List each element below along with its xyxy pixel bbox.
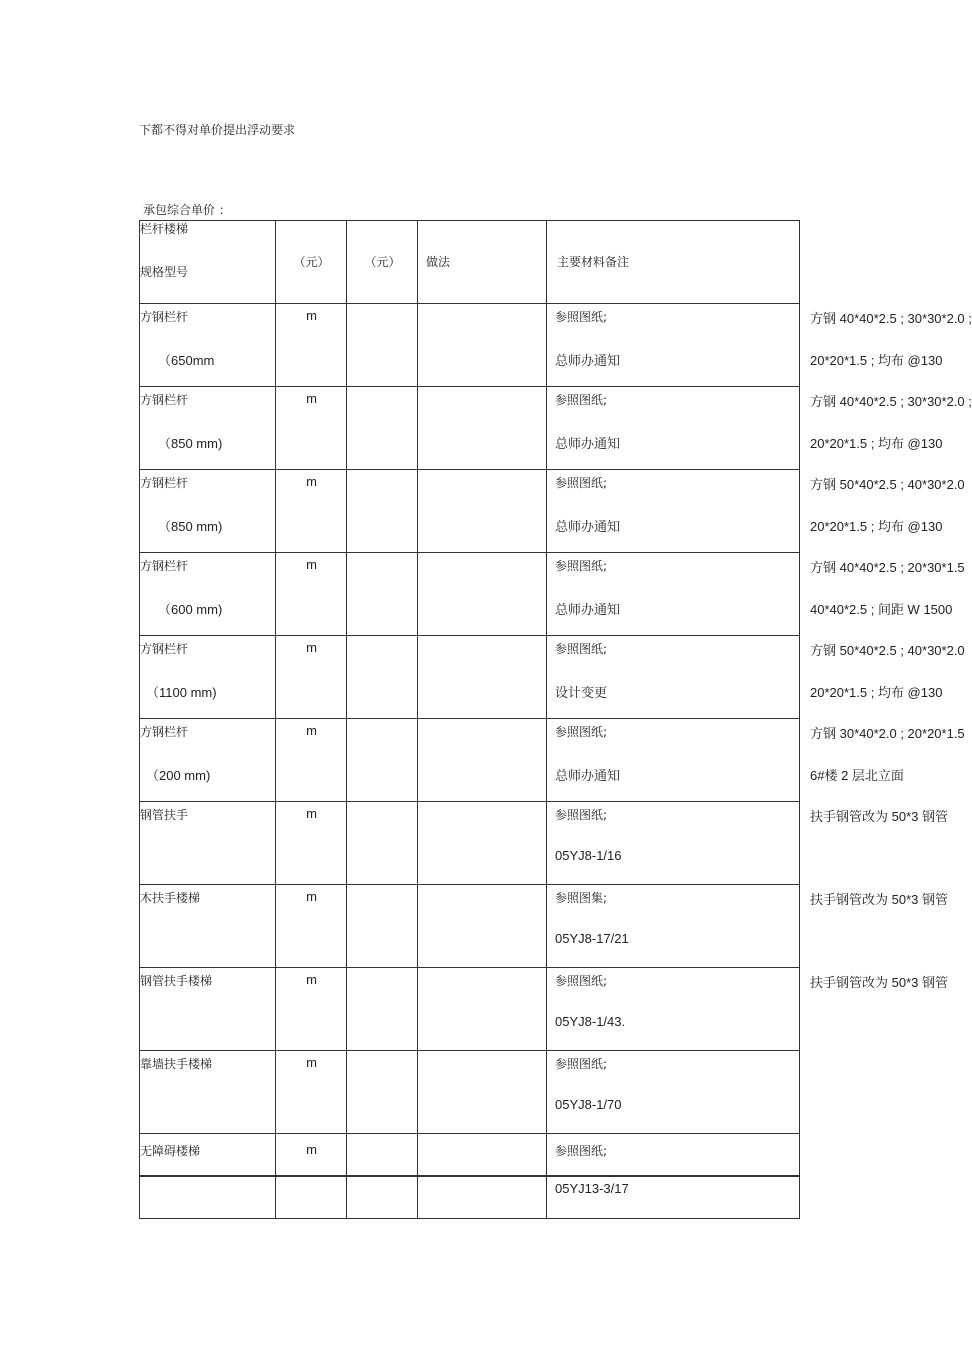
item-name: 方钢栏杆 [140,559,189,573]
item-name-cell [140,1051,276,1134]
method-cell [547,885,800,968]
method-line2: 设计变更 [555,685,608,700]
table-header-row [140,221,800,304]
unit-cell [276,553,347,636]
notes-line2: 20*20*1.5 ; 均布 @130 [810,519,943,534]
table-row [140,1134,800,1177]
unit-cell [276,1176,347,1219]
notes-line2: 20*20*1.5 ; 均布 @130 [810,685,943,700]
price2-cell [418,470,547,553]
table-row [140,304,800,387]
item-name-wrap [140,1134,275,1175]
item-spec: （600 mm) [158,602,223,617]
item-name-wrap [140,470,275,552]
notes-line2: 40*40*2.5 ; 间距 W 1500 [810,602,953,617]
method-cell [547,553,800,636]
unit-cell [276,968,347,1051]
method-cell [547,1051,800,1134]
table-caption: 承包综合单价 ： [143,203,231,217]
item-name-cell [140,802,276,885]
item-name-wrap [140,387,275,469]
price2-cell [418,387,547,470]
price2-cell [418,802,547,885]
item-name-wrap [140,968,275,1050]
unit-wrap [276,1051,346,1133]
unit-cell [276,304,347,387]
method-wrap [547,387,799,469]
notes-line1: 方钢 50*40*2.5 ; 40*30*2.0 [810,643,965,658]
method-wrap [547,719,799,801]
method-cell [547,719,800,802]
price1-cell [347,885,418,968]
unit-wrap [276,304,346,386]
table-row [140,968,800,1051]
method-wrap [547,1134,799,1175]
item-name-wrap [140,304,275,386]
item-name: 钢管扶手楼梯 [140,974,213,988]
header-notes: 主要材料备注 [557,255,630,269]
header-name-cell [140,221,276,304]
price1-cell [347,1051,418,1134]
price1-cell [347,387,418,470]
method-wrap [547,636,799,718]
unit-cell [276,387,347,470]
item-name-cell [140,304,276,387]
price2-cell [418,1176,547,1219]
method-line2: 05YJ8-1/43. [555,1014,626,1029]
unit: m [306,640,317,655]
method-cell [547,636,800,719]
item-name: 方钢栏杆 [140,310,189,324]
price1-cell [347,470,418,553]
method-line1: 05YJ13-3/17 [555,1181,629,1196]
method-line2: 总师办通知 [555,602,621,617]
method-line2: 总师办通知 [555,436,621,451]
unit-cell [276,802,347,885]
item-name: 方钢栏杆 [140,725,189,739]
table-row [140,553,800,636]
notes-line1: 方钢 50*40*2.5 ; 40*30*2.0 [810,477,965,492]
method-wrap [547,304,799,386]
unit-wrap [276,719,346,801]
unit: m [306,1055,317,1070]
item-spec: （200 mm) [146,768,211,783]
item-spec: （850 mm) [158,519,223,534]
header-price1-cell [276,221,347,304]
top-note: 下都不得对单价提出浮动要求 [139,123,296,137]
unit-wrap [276,885,346,967]
table-row [140,802,800,885]
price1-cell [347,1134,418,1177]
item-name-cell [140,387,276,470]
price2-cell [418,636,547,719]
unit: m [306,723,317,738]
unit-cell [276,719,347,802]
method-wrap [547,802,799,884]
header-name-line1: 栏杆楼梯 [140,222,189,236]
table-row [140,1176,800,1219]
method-line2: 05YJ8-1/16 [555,848,622,863]
method-wrap [547,553,799,635]
unit-cell [276,470,347,553]
item-name-cell [140,885,276,968]
unit-wrap [276,1134,346,1175]
unit-cell [276,636,347,719]
method-wrap [547,1051,799,1133]
notes-line1: 方钢 40*40*2.5 ; 30*30*2.0 ; [810,394,972,409]
method-line1: 参照图集; [555,891,608,905]
unit: m [306,889,317,904]
table-row [140,885,800,968]
header-name-line2: 规格型号 [140,265,189,279]
method-line2: 总师办通知 [555,768,621,783]
notes-line1: 方钢 40*40*2.5 ; 20*30*1.5 [810,560,965,575]
unit-cell [276,1134,347,1177]
unit: m [306,308,317,323]
item-name-cell [140,968,276,1051]
price2-cell [418,1051,547,1134]
method-cell [547,1176,800,1219]
item-name-cell [140,1176,276,1219]
item-name-cell [140,719,276,802]
item-spec: （850 mm) [158,436,223,451]
method-wrap [547,968,799,1050]
price1-cell [347,968,418,1051]
method-line1: 参照图纸; [555,1144,608,1158]
item-name-cell [140,636,276,719]
price1-cell [347,719,418,802]
method-cell [547,968,800,1051]
unit-price-table [139,220,972,1219]
price2-cell [418,553,547,636]
method-line1: 参照图纸; [555,808,608,822]
table-row [140,470,800,553]
method-wrap [547,1177,799,1218]
method-cell [547,304,800,387]
table-row [140,636,800,719]
price1-cell [347,1176,418,1219]
method-line1: 参照图纸; [555,310,608,324]
notes-line2: 20*20*1.5 ; 均布 @130 [810,436,943,451]
header-method: 做法 [426,255,451,269]
notes-line1: 方钢 30*40*2.0 ; 20*20*1.5 [810,726,965,741]
item-name: 木扶手楼梯 [140,891,201,905]
notes-line1: 扶手钢管改为 50*3 钢管 [810,809,948,824]
item-name-wrap [140,636,275,718]
item-name: 靠墙扶手楼梯 [140,1057,213,1071]
header-price2: （元） [364,255,401,269]
price2-cell [418,1134,547,1177]
notes-line1: 扶手钢管改为 50*3 钢管 [810,892,948,907]
method-wrap [547,885,799,967]
header-price1: （元） [293,255,330,269]
method-line1: 参照图纸; [555,974,608,988]
item-name: 方钢栏杆 [140,642,189,656]
unit-wrap [276,553,346,635]
unit: m [306,474,317,489]
method-line1: 参照图纸; [555,393,608,407]
item-name: 方钢栏杆 [140,393,189,407]
unit-wrap [276,802,346,884]
item-spec: （650mm [158,353,215,368]
price2-cell [418,304,547,387]
item-name-wrap [140,1051,275,1133]
method-line1: 参照图纸; [555,725,608,739]
table-row [140,719,800,802]
unit: m [306,557,317,572]
unit: m [306,1142,317,1157]
method-line1: 参照图纸; [555,476,608,490]
unit-wrap [276,636,346,718]
item-name-wrap [140,553,275,635]
unit-wrap [276,968,346,1050]
notes-line1: 方钢 40*40*2.5 ; 30*30*2.0 ; [810,311,972,326]
price1-cell [347,802,418,885]
item-name: 方钢栏杆 [140,476,189,490]
unit-cell [276,885,347,968]
notes-line2: 20*20*1.5 ; 均布 @130 [810,353,943,368]
price1-cell [347,636,418,719]
notes-line2: 6#楼 2 层北立面 [810,768,904,783]
item-name: 钢管扶手 [140,808,189,822]
item-name-cell [140,470,276,553]
item-name-wrap [140,719,275,801]
item-name-cell [140,553,276,636]
price2-cell [418,719,547,802]
method-cell [547,1134,800,1177]
method-line2: 总师办通知 [555,353,621,368]
item-name-cell [140,1134,276,1177]
method-line2: 05YJ8-17/21 [555,931,629,946]
method-cell [547,802,800,885]
item-name: 无障碍楼梯 [140,1144,201,1158]
method-line2: 05YJ8-1/70 [555,1097,622,1112]
method-wrap [547,470,799,552]
header-price2-cell [347,221,418,304]
unit-wrap [276,387,346,469]
method-cell [547,387,800,470]
item-name-wrap [140,802,275,884]
table-row [140,1051,800,1134]
method-cell [547,470,800,553]
item-spec: （1100 mm) [146,685,217,700]
header-method-cell [418,221,547,304]
unit-cell [276,1051,347,1134]
method-line1: 参照图纸; [555,559,608,573]
notes-line1: 扶手钢管改为 50*3 钢管 [810,975,948,990]
item-name-wrap [140,885,275,967]
unit: m [306,391,317,406]
price1-cell [347,553,418,636]
method-line1: 参照图纸; [555,642,608,656]
unit: m [306,972,317,987]
price2-cell [418,968,547,1051]
unit: m [306,806,317,821]
table-row [140,387,800,470]
method-line2: 总师办通知 [555,519,621,534]
method-line1: 参照图纸; [555,1057,608,1071]
unit-wrap [276,470,346,552]
price2-cell [418,885,547,968]
header-notes-cell [547,221,800,304]
price1-cell [347,304,418,387]
